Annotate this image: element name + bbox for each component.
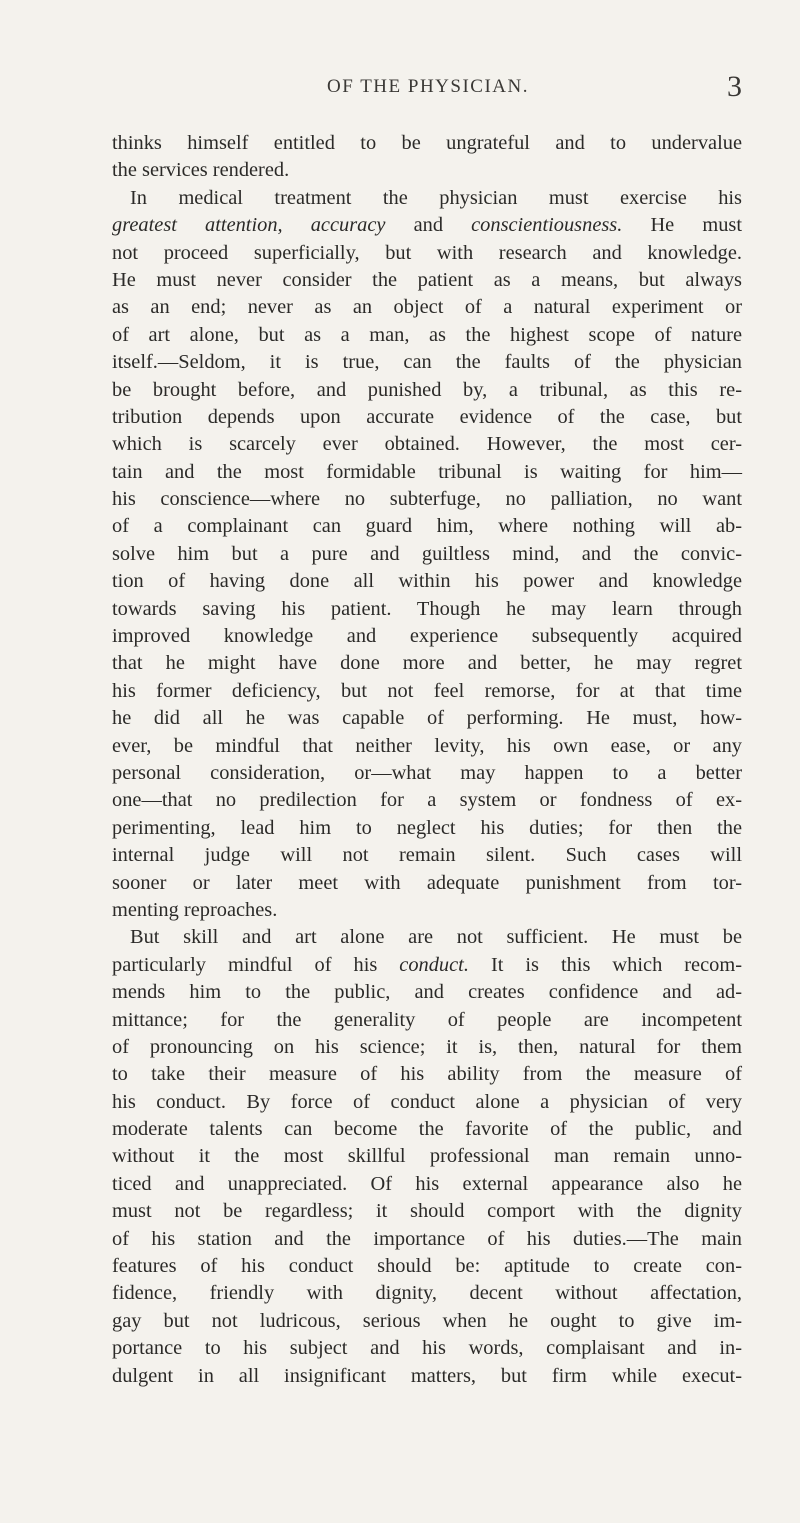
body-text <box>112 130 742 1390</box>
text-line: perimenting, lead him to neglect his duties; for then the <box>112 816 742 839</box>
text-line: his former deficiency, but not feel remorse, for at that time <box>112 679 742 702</box>
text-line: as an end; never as an object of a natural experiment or <box>112 296 742 319</box>
text-line: mends him to the public, and creates confidence and ad- <box>112 981 742 1004</box>
text-line: tribution depends upon accurate evidence of the case, but <box>112 405 742 428</box>
text-line-emphasis <box>112 952 742 979</box>
text-line: gay but not ludricous, serious when he ought to give im- <box>112 1309 742 1332</box>
text-line: that he might have done more and better, he may regret <box>112 652 742 675</box>
text-line: without it the most skillful professional man remain unno- <box>112 1145 742 1168</box>
text-line: tain and the most formidable tribunal is waiting for him— <box>112 460 742 483</box>
text-line: of art alone, but as a man, as the highest scope of nature <box>112 323 742 346</box>
text-line: sooner or later meet with adequate punishment from tor- <box>112 871 742 894</box>
text-line: one—that no predilection for a system or fondness of ex- <box>112 789 742 812</box>
text-line: of a complainant can guard him, where nothing will ab- <box>112 515 742 538</box>
page-number: 3 <box>727 70 742 103</box>
text-fragment: and <box>385 214 472 237</box>
text-line: personal consideration, or—what may happen to a better <box>112 761 742 784</box>
text-line: he did all he was capable of performing. He must, how- <box>112 707 742 730</box>
text-line: his conscience—where no subterfuge, no palliation, no want <box>112 488 742 511</box>
text-line: of pronouncing on his science; it is, then, natural for them <box>112 1035 742 1058</box>
italic-phrase: conduct. <box>399 953 469 976</box>
text-line: ticed and unappreciated. Of his external appearance also he <box>112 1172 742 1195</box>
italic-phrase: conscientiousness. <box>471 214 623 237</box>
text-line-emphasis <box>112 212 742 239</box>
text-line: itself.—Seldom, it is true, can the faults of the physician <box>112 351 742 374</box>
text-line: In medical treatment the physician must exercise his <box>130 186 742 209</box>
text-line: must not be regardless; it should comport with the dignity <box>112 1200 742 1223</box>
text-line: improved knowledge and experience subsequently acquired <box>112 625 742 648</box>
text-fragment: It is this which recom- <box>468 953 742 976</box>
text-line: thinks himself entitled to be ungrateful and to undervalue <box>112 132 742 154</box>
text-fragment: He must <box>622 214 742 237</box>
text-line: portance to his subject and his words, complaisant and in- <box>112 1337 742 1360</box>
text-line: features of his conduct should be: aptitude to create con- <box>112 1255 742 1278</box>
text-line: which is scarcely ever obtained. However, the most cer- <box>112 433 742 456</box>
text-line: not proceed superficially, but with research and knowledge. <box>112 241 742 264</box>
page-header <box>108 66 748 103</box>
running-head: OF THE PHYSICIAN. <box>327 76 529 97</box>
italic-phrase: greatest attention, accuracy <box>112 214 386 237</box>
text-line: his conduct. By force of conduct alone a physician of very <box>112 1090 742 1113</box>
text-line: internal judge will not remain silent. Such cases will <box>112 844 742 867</box>
text-line: of his station and the importance of his duties.—The main <box>112 1227 742 1250</box>
text-line: dulgent in all insignificant matters, but firm while execut- <box>112 1364 742 1387</box>
text-line: tion of having done all within his power and knowledge <box>112 570 742 593</box>
text-line: moderate talents can become the favorite of the public, and <box>112 1118 742 1141</box>
text-fragment: particularly mindful of his <box>112 953 400 976</box>
text-line: menting reproaches. <box>112 898 278 921</box>
text-line: the services rendered. <box>112 159 290 182</box>
text-line: solve him but a pure and guiltless mind, and the convic- <box>112 542 742 565</box>
text-line: But skill and art alone are not sufficient. He must be <box>130 926 742 949</box>
text-line: towards saving his patient. Though he may learn through <box>112 597 742 620</box>
text-line: to take their measure of his ability from the measure of <box>112 1063 742 1086</box>
text-line: ever, be mindful that neither levity, his own ease, or any <box>112 734 742 757</box>
text-line: mittance; for the generality of people are incompetent <box>112 1008 742 1031</box>
text-line: fidence, friendly with dignity, decent without affectation, <box>112 1282 742 1305</box>
text-line: He must never consider the patient as a means, but always <box>112 268 742 291</box>
text-line: be brought before, and punished by, a tribunal, as this re- <box>112 378 742 401</box>
